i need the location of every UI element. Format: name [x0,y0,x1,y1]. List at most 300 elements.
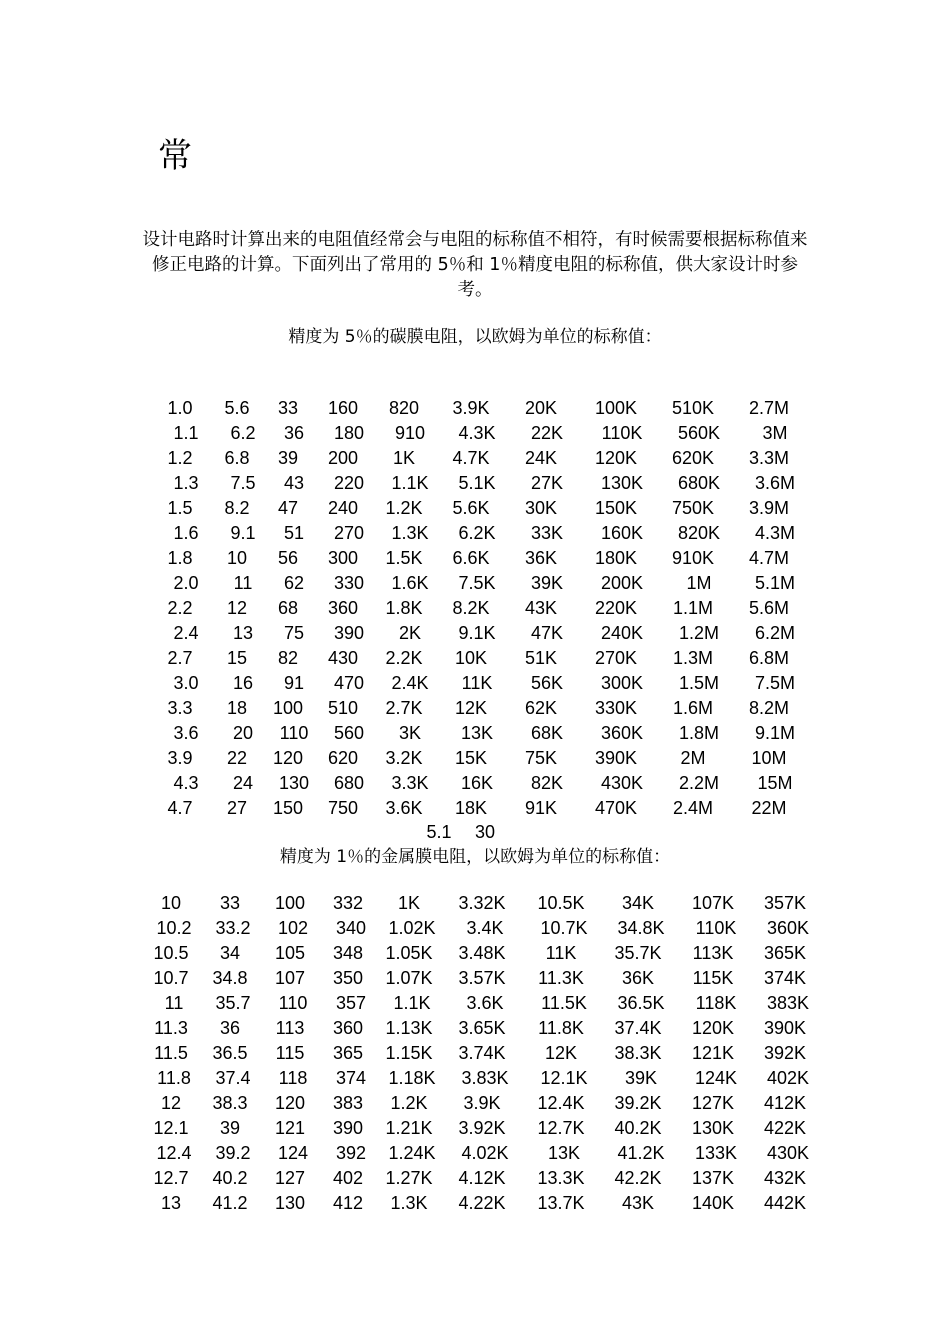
table-cell: 34.8K [617,918,665,938]
table-cell: 5.1M [754,573,796,593]
table-cell: 68K [530,723,564,743]
table-cell: 3.3M [748,448,790,468]
table-cell: 430 [327,648,359,668]
table-cell: 1.3K [391,523,429,543]
table-row [142,1141,812,1166]
table-cell: 121 [274,1118,306,1138]
table-cell: 39.2K [614,1093,662,1113]
table-cell: 3.6K [466,993,504,1013]
table-cell: 127K [691,1093,735,1113]
table-cell: 130 [278,773,310,793]
table-cell: 390K [763,1018,807,1038]
table-row [148,746,808,771]
table-row [148,646,808,671]
table-cell: 2.2 [167,598,193,618]
table-row [142,941,812,966]
table-cell: 43K [524,598,558,618]
table-cell: 383 [332,1093,364,1113]
table-cell: 357K [763,893,807,913]
table-cell: 430K [600,773,644,793]
table-cell: 11.8 [157,1068,191,1088]
table-cell: 1.5K [385,548,423,568]
table-cell: 3.6 [173,723,199,743]
table-cell: 3.9K [463,1093,501,1113]
table-cell: 374K [763,968,807,988]
table-cell: 13 [160,1193,182,1213]
table-cell: 2.4M [672,798,714,818]
table-row [142,1041,812,1066]
table-cell: 12K [454,698,488,718]
table-cell: 470K [594,798,638,818]
table-cell: 350 [332,968,364,988]
table-cell: 3.9 [167,748,193,768]
table-cell: 1K [392,448,416,468]
table-cell: 15 [226,648,248,668]
table-row [148,521,808,546]
table-cell: 374 [335,1068,367,1088]
table-cell: 5.1 [426,822,452,842]
table-cell: 62K [524,698,558,718]
table-cell: 47 [277,498,299,518]
table-cell: 9.1 [230,523,256,543]
table-cell: 7.5M [754,673,796,693]
table-cell: 422K [763,1118,807,1138]
table-cell: 4.12K [458,1168,506,1188]
table-cell: 200K [600,573,644,593]
table-cell: 56K [530,673,564,693]
table-cell: 115K [692,968,734,988]
table-cell: 220 [333,473,365,493]
table-cell: 3M [762,423,788,443]
table-cell: 121K [691,1043,735,1063]
table-cell: 4.3K [458,423,496,443]
table-cell: 130K [691,1118,735,1138]
table-cell: 3.32K [458,893,506,913]
table-cell: 4.7 [167,798,193,818]
table-row [142,1116,812,1141]
table-cell: 1.24K [388,1143,436,1163]
table-cell: 1.1K [393,993,431,1013]
table-1-percent [142,891,812,1216]
table-cell: 620 [327,748,359,768]
table-cell: 3.65K [458,1018,506,1038]
table-cell: 100K [594,398,638,418]
table-cell: 6.2K [458,523,496,543]
table-cell: 1.0 [167,398,193,418]
table-cell: 2K [398,623,422,643]
table-cell: 3.3K [391,773,429,793]
table-cell: 33K [530,523,564,543]
table-cell: 38.3K [614,1043,662,1063]
table-cell: 91 [283,673,305,693]
table-cell: 51 [283,523,305,543]
table-cell: 510K [671,398,715,418]
table-cell: 16 [232,673,254,693]
table-cell: 1.2M [678,623,720,643]
table-cell: 442K [763,1193,807,1213]
table-cell: 22K [530,423,564,443]
table-cell: 56 [277,548,299,568]
table-cell: 118K [695,993,737,1013]
table-cell: 357 [335,993,367,1013]
table-cell: 10 [160,893,182,913]
table-row [148,471,808,496]
table-cell: 1.02K [388,918,436,938]
table-cell: 33.2 [215,918,251,938]
table-cell: 11.5K [541,993,587,1013]
table-cell: 35.7K [614,943,662,963]
table-cell: 1.1M [672,598,714,618]
table-cell: 115 [275,1043,305,1063]
table-row [148,421,808,446]
table-cell: 620K [671,448,715,468]
table-cell: 240 [327,498,359,518]
table-cell: 40.2 [212,1168,248,1188]
table-cell: 412K [763,1093,807,1113]
table-cell: 10.5K [537,893,585,913]
table-cell: 110K [695,918,737,938]
table-cell: 30K [524,498,558,518]
table-cell: 180 [333,423,365,443]
table-cell: 41.2 [212,1193,248,1213]
table-cell: 41.2K [617,1143,665,1163]
table-cell: 4.3M [754,523,796,543]
table-row [148,696,808,721]
table-cell: 340 [335,918,367,938]
table-cell: 2.2M [678,773,720,793]
table-cell: 34 [219,943,241,963]
table-cell: 1.18K [388,1068,436,1088]
table-cell: 1.07K [385,968,433,988]
table-cell: 2.0 [173,573,199,593]
table-cell: 1.6 [173,523,199,543]
table-cell: 200 [327,448,359,468]
table-cell: 12.7K [537,1118,585,1138]
table-cell: 2M [680,748,706,768]
table-cell: 365 [332,1043,364,1063]
table-cell: 12K [544,1043,578,1063]
table-cell: 12.1K [540,1068,588,1088]
table-cell: 120K [594,448,638,468]
table-cell: 2.7 [167,648,193,668]
table-cell: 300K [600,673,644,693]
table-cell: 5.6M [748,598,790,618]
table-cell: 2.4 [173,623,199,643]
table-cell: 120 [274,1093,306,1113]
intro-paragraph: 设计电路时计算出来的电阻值经常会与电阻的标称值不相符，有时候需要根据标称值来修正电路的计算。下面列出了常用的 5％和 1％精度电阻的标称值，供大家设计时参考。 [142,230,808,300]
table-cell: 1.05K [385,943,433,963]
table-cell: 160K [600,523,644,543]
table-cell: 1.2K [390,1093,428,1113]
table-row [148,446,808,471]
table-cell: 24 [232,773,254,793]
table-cell: 110 [278,993,308,1013]
table-cell: 3.6M [754,473,796,493]
table-cell: 4.02K [461,1143,509,1163]
table-cell: 402 [332,1168,364,1188]
table-cell: 127 [274,1168,306,1188]
table-cell: 220K [594,598,638,618]
table-cell: 560K [677,423,721,443]
page-title: 常 [158,136,192,176]
table-cell: 3.83K [461,1068,509,1088]
table-row [148,796,808,821]
table-cell: 36 [219,1018,241,1038]
table-cell: 10M [751,748,787,768]
table-cell: 10.7 [153,968,189,988]
table-cell: 3.9K [452,398,490,418]
table-cell: 1.6M [672,698,714,718]
table-cell: 37.4K [614,1018,662,1038]
table-cell: 3.4K [466,918,504,938]
table-cell: 113K [692,943,734,963]
table-cell: 1.8K [385,598,423,618]
table-cell: 7.5K [458,573,496,593]
table-cell: 8.2K [452,598,490,618]
table-cell: 107K [691,893,735,913]
table-row [142,1016,812,1041]
table-cell: 10.5 [153,943,189,963]
table-cell: 18 [226,698,248,718]
table-row [148,671,808,696]
table-cell: 392K [763,1043,807,1063]
table-cell: 120K [691,1018,735,1038]
table-cell: 12 [226,598,248,618]
table-cell: 102 [277,918,309,938]
table-cell: 9.1K [458,623,496,643]
table-cell: 39 [277,448,299,468]
table-cell: 5.6K [452,498,490,518]
table-cell: 1.5 [167,498,193,518]
table-cell: 332 [332,893,364,913]
table-row [148,596,808,621]
table-cell: 137K [691,1168,735,1188]
table-cell: 107 [274,968,306,988]
table-cell: 100 [274,893,306,913]
table-cell: 33 [277,398,299,418]
table-cell: 1.1 [173,423,199,443]
table-cell: 1.3K [390,1193,428,1213]
table-cell: 432K [763,1168,807,1188]
table-cell: 3.0 [173,673,199,693]
table-cell: 100 [272,698,304,718]
table-cell: 1.3M [672,648,714,668]
table-row [148,621,808,646]
table-cell: 11K [461,673,493,693]
table-cell: 9.1M [754,723,796,743]
table-cell: 150 [272,798,304,818]
table-cell: 24K [524,448,558,468]
table-cell: 8.2 [224,498,250,518]
table-cell: 113 [275,1018,305,1038]
table-cell: 1.8 [167,548,193,568]
table-cell: 75 [283,623,305,643]
table-cell: 47K [530,623,564,643]
table-cell: 6.2M [754,623,796,643]
table-cell: 330K [594,698,638,718]
table-row [142,891,812,916]
table-cell: 3.74K [458,1043,506,1063]
table-row [142,1191,812,1216]
table-cell: 4.7M [748,548,790,568]
table-cell: 3K [398,723,422,743]
table-cell: 360K [766,918,810,938]
table-cell: 38.3 [212,1093,248,1113]
table-cell: 680 [333,773,365,793]
table-cell: 82 [277,648,299,668]
table-cell: 35.7 [215,993,251,1013]
table-cell: 330 [333,573,365,593]
table-cell: 39.2 [215,1143,251,1163]
table-cell: 11.5 [154,1043,188,1063]
table-5-percent-trailing-row [416,820,508,845]
table-cell: 6.8 [224,448,250,468]
table-cell: 360K [600,723,644,743]
table-cell: 37.4 [215,1068,251,1088]
table-cell: 51K [524,648,558,668]
table-cell: 68 [277,598,299,618]
table-cell: 365K [763,943,807,963]
table-cell: 402K [766,1068,810,1088]
table-row [142,916,812,941]
table-cell: 36 [283,423,305,443]
table-cell: 27 [226,798,248,818]
table-cell: 13.7K [537,1193,585,1213]
table-cell: 62 [283,573,305,593]
table-cell: 3.57K [458,968,506,988]
table-cell: 3.48K [458,943,506,963]
table-cell: 18K [454,798,488,818]
table-cell: 16K [460,773,494,793]
table-cell: 42.2K [614,1168,662,1188]
table-cell: 15M [757,773,793,793]
table-cell: 40.2K [614,1118,662,1138]
table-cell: 12.1 [153,1118,189,1138]
table-cell: 360 [327,598,359,618]
table-cell: 4.22K [458,1193,506,1213]
section-heading-5-percent: 精度为 5％的碳膜电阻，以欧姆为单位的标称值： [288,327,662,347]
table-cell: 910K [671,548,715,568]
table-cell: 11 [164,993,184,1013]
table-cell: 36.5 [212,1043,248,1063]
table-cell: 2.7M [748,398,790,418]
table-cell: 36K [621,968,655,988]
table-cell: 470 [333,673,365,693]
table-cell: 510 [327,698,359,718]
table-cell: 180K [594,548,638,568]
table-cell: 7.5 [230,473,256,493]
table-cell: 750 [327,798,359,818]
table-cell: 8.2M [748,698,790,718]
table-cell: 27K [530,473,564,493]
table-cell: 270 [333,523,365,543]
table-cell: 110K [601,423,643,443]
table-cell: 4.3 [173,773,199,793]
table-row [142,1091,812,1116]
table-row [142,966,812,991]
table-row [142,991,812,1016]
table-cell: 39 [219,1118,241,1138]
table-row [142,1066,812,1091]
table-cell: 20 [232,723,254,743]
table-cell: 34K [621,893,655,913]
table-row [148,721,808,746]
table-cell: 820 [388,398,420,418]
table-cell: 36K [524,548,558,568]
table-cell: 412 [332,1193,364,1213]
table-cell: 1.6K [391,573,429,593]
table-cell: 11K [545,943,577,963]
table-cell: 4.7K [452,448,490,468]
table-row [148,396,808,421]
table-cell: 105 [274,943,306,963]
table-row [148,496,808,521]
table-cell: 360 [332,1018,364,1038]
table-cell: 12 [160,1093,182,1113]
table-cell: 12.4K [537,1093,585,1113]
table-cell: 390 [332,1118,364,1138]
table-cell: 240K [600,623,644,643]
table-cell: 10 [226,548,248,568]
table-cell: 1.21K [385,1118,433,1138]
table-cell: 1.2 [167,448,193,468]
table-cell: 1.3 [173,473,199,493]
table-cell: 11 [233,573,253,593]
table-cell: 140K [691,1193,735,1213]
table-cell: 1.5M [678,673,720,693]
table-cell: 10K [454,648,488,668]
table-cell: 118 [278,1068,308,1088]
table-cell: 12.4 [156,1143,192,1163]
table-cell: 130 [274,1193,306,1213]
table-cell: 680K [677,473,721,493]
table-cell: 1.13K [385,1018,433,1038]
table-cell: 13K [547,1143,581,1163]
table-cell: 91K [524,798,558,818]
table-cell: 2.4K [391,673,429,693]
table-cell: 22 [226,748,248,768]
table-cell: 39K [530,573,564,593]
table-cell: 11.3K [538,968,584,988]
table-cell: 11.8K [538,1018,584,1038]
table-cell: 6.2 [230,423,256,443]
table-cell: 560 [333,723,365,743]
table-cell: 2.7K [385,698,423,718]
table-cell: 20K [524,398,558,418]
table-cell: 43 [283,473,305,493]
table-cell: 5.1K [458,473,496,493]
table-cell: 30 [474,822,496,842]
table-cell: 1K [397,893,421,913]
table-cell: 39K [624,1068,658,1088]
table-cell: 5.6 [224,398,250,418]
table-cell: 75K [524,748,558,768]
table-cell: 11.3 [154,1018,188,1038]
table-cell: 910 [394,423,426,443]
table-cell: 13.3K [537,1168,585,1188]
table-cell: 34.8 [212,968,248,988]
table-cell: 124K [694,1068,738,1088]
table-cell: 1.15K [385,1043,433,1063]
table-cell: 22M [751,798,787,818]
table-cell: 348 [332,943,364,963]
table-cell: 133K [694,1143,738,1163]
table-cell: 1.2K [385,498,423,518]
table-cell: 82K [530,773,564,793]
table-cell: 110 [279,723,309,743]
table-cell: 1M [686,573,712,593]
table-cell: 3.6K [385,798,423,818]
